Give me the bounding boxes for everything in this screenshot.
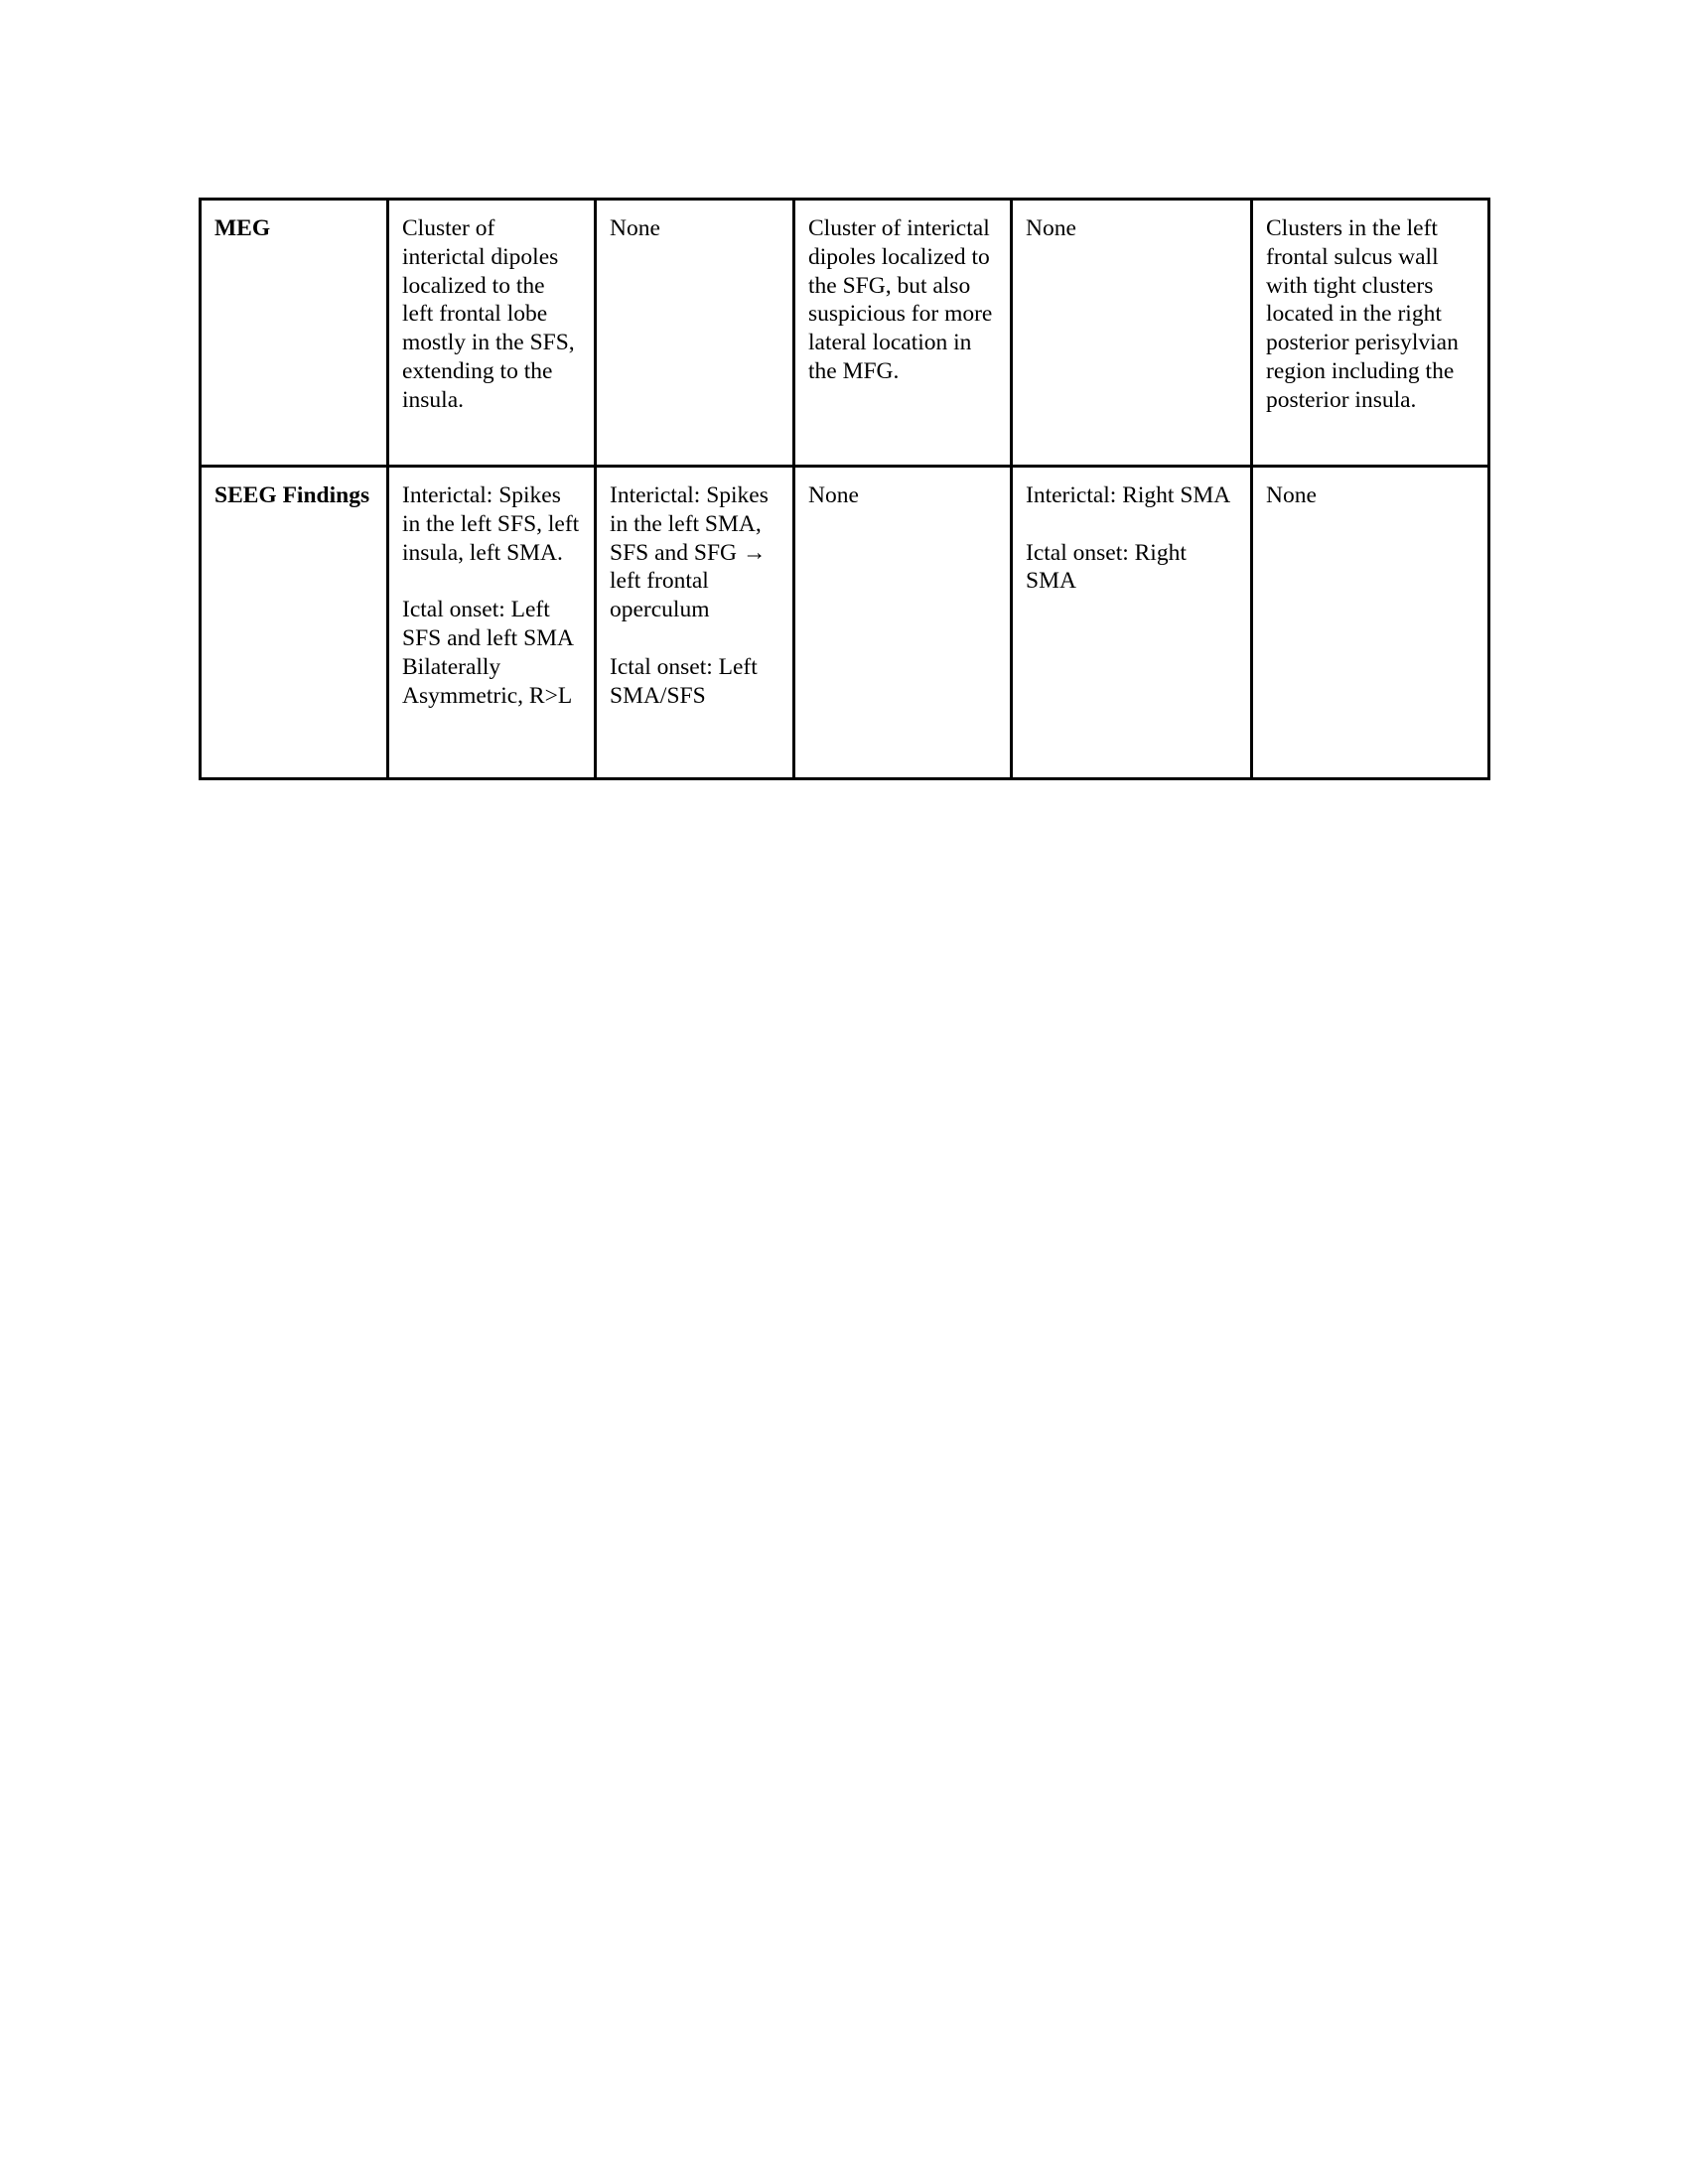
table-row-meg — [201, 200, 1489, 467]
table-cell — [1012, 467, 1252, 779]
cell-text: None — [1266, 482, 1317, 508]
cell-text: None — [610, 215, 660, 241]
cell-interictal-text: Interictal: Spikes in the left SMA, SFS and SFG → left frontal operculum — [610, 482, 769, 623]
cell-text: Clusters in the left frontal sulcus wall with tight clusters located in the right posterior perisylvian region including the posterior insula. — [1266, 215, 1459, 413]
row-header-label: MEG — [214, 215, 271, 241]
cell-text: None — [808, 482, 859, 508]
cell-text: None — [1026, 215, 1076, 241]
table-row-seeg — [201, 467, 1489, 779]
table-cell — [596, 200, 794, 467]
cell-interictal-text: Interictal: Right SMA — [1026, 482, 1231, 508]
cell-text: Cluster of interictal dipoles localized to the SFG, but also suspicious for more lateral location in the MFG. — [808, 215, 993, 384]
table-cell — [388, 200, 596, 467]
cell-interictal-text: Interictal: Spikes in the left SFS, left insula, left SMA. — [402, 482, 580, 566]
table-cell — [1252, 467, 1489, 779]
table-cell — [794, 200, 1012, 467]
table-cell — [794, 467, 1012, 779]
cell-ictal-onset-text: Ictal onset: Left SMA/SFS — [610, 653, 758, 709]
cell-text: Cluster of interictal dipoles localized to the left frontal lobe mostly in the SFS, extending to the insula. — [402, 215, 575, 413]
table-cell — [1012, 200, 1252, 467]
cell-ictal-onset-text: Ictal onset: Left SFS and left SMA Bilaterally Asymmetric, R>L — [402, 597, 573, 709]
table-cell — [1252, 200, 1489, 467]
row-header-seeg — [201, 467, 388, 779]
cell-ictal-onset-text: Ictal onset: Right SMA — [1026, 539, 1187, 595]
table-cell — [596, 467, 794, 779]
row-header-label: SEEG Findings — [214, 482, 370, 508]
row-header-meg — [201, 200, 388, 467]
table-cell — [388, 467, 596, 779]
findings-table — [199, 198, 1490, 780]
